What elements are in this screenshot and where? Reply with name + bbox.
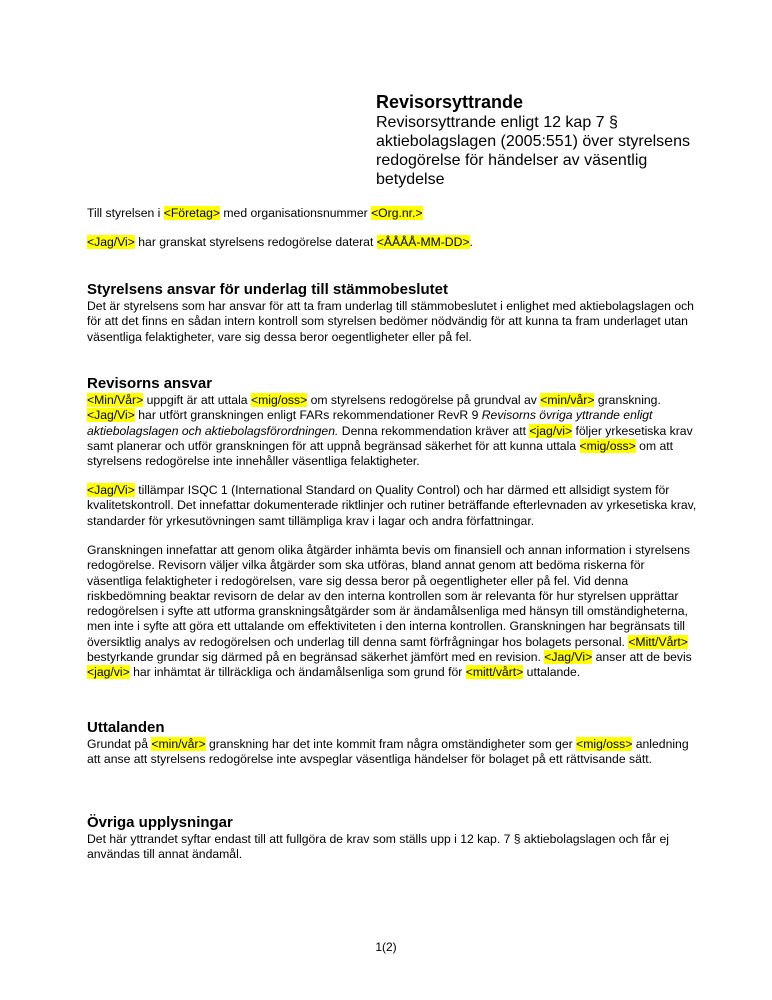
text: Granskningen innefattar att genom olika åtgärder inhämta bevis om finansiell och annan information i styrelsens redogörelse. Revisorn väljer vilka åtgärder som ska utföras, bland annat genom att bedöma riskerna för väsentliga felaktigheter i redogörelsen, vare sig dessa beror på oegentligheter eller på fel. Vid denna riskbedömning beaktar revisorn de delar av den interna kontrollen som är relevanta för hur styrelsen upprättar redogörelsen i syfte att utforma granskningsåtgärder som är ändamålsenliga med hänsyn till omständigheterna, men inte i syfte att göra ett uttalande om effektiviteten i den interna kontrollen. Granskningen har begränsats till översiktlig analys av redogörelsen och underlag till denna samt förfrågningar hos bolagets personal. — [87, 543, 690, 649]
section-auditor — [87, 375, 697, 469]
placeholder: <mitt/vårt> — [465, 665, 524, 680]
placeholder: <jag/vi> — [87, 665, 130, 680]
auditor-paragraph-2 — [87, 483, 697, 529]
subject-placeholder: <Jag/Vi> — [87, 235, 135, 249]
text: bestyrkande grundar sig därmed på en begränsad säkerhet jämfört med en revision. — [87, 650, 545, 665]
placeholder: <min/vår> — [151, 737, 206, 751]
section-heading: Uttalanden — [87, 719, 165, 736]
title-block — [376, 91, 696, 189]
placeholder: <mig/oss> — [576, 737, 633, 751]
document-title: Revisorsyttrande — [376, 92, 524, 112]
placeholder: <Min/Vår> — [87, 393, 144, 407]
text: . — [469, 235, 473, 249]
placeholder: <mig/oss> — [250, 393, 308, 407]
placeholder: <Jag/Vi> — [87, 408, 135, 423]
placeholder: <mig/oss> — [579, 438, 636, 453]
section-heading: Övriga upplysningar — [87, 814, 233, 831]
text: anser att de bevis — [592, 650, 692, 665]
section-statements — [87, 719, 697, 768]
orgnr-placeholder: <Org.nr.> — [371, 206, 423, 220]
section-text: Det är styrelsens som har ansvar för att ta fram underlag till stämmobeslutet i enlighet med aktiebolagslagen och för att det finns en sådan intern kontroll som styrelsen bedömer nödvändig för att kunna ta fram underlaget utan väsentliga felaktigheter, vare sig dessa beror oegentligheter eller på fel. — [87, 299, 694, 344]
company-placeholder: <Företag> — [163, 206, 220, 220]
text: med organisationsnummer — [220, 206, 372, 220]
text: anledning att anse att styrelsens redogörelse inte avspeglar väsentliga händelser för bolaget på ett rättvisande sätt. — [87, 737, 689, 767]
page-number: 1(2) — [375, 940, 397, 954]
auditor-paragraph-1 — [87, 393, 697, 469]
text: har granskat styrelsens redogörelse daterat — [134, 235, 377, 249]
section-board — [87, 281, 697, 345]
text: tillämpar ISQC 1 (International Standard on Quality Control) och har därmed ett allsidigt system för kvalitetskontroll. Det innefattar dokumenterade riktlinjer och rutiner beträffande efterlevnaden av yrkesetiska krav, standarder för yrkesutövningen samt tillämpliga krav i lagar och andra författningar. — [87, 483, 697, 528]
section-text: Det här yttrandet syftar endast till att fullgöra de krav som ställs upp i 12 kap. 7 § aktiebolagslagen och får ej användas till annat ändamål. — [87, 832, 669, 862]
text: om att styrelsens redogörelse inte innehåller väsentliga felaktigheter. — [87, 438, 674, 469]
text: granskning har det inte kommit fram några omständigheter som ger — [205, 737, 577, 751]
text: granskning. — [594, 393, 661, 407]
text: Grundat på — [87, 737, 152, 751]
section-other — [87, 814, 697, 863]
document-subtitle: Revisorsyttrande enligt 12 kap 7 § aktiebolagslagen (2005:551) över styrelsens redogörelse för händelser av väsentlig betydelse — [376, 114, 690, 188]
placeholder: <Mitt/Vårt> — [628, 634, 688, 649]
section-heading: Revisorns ansvar — [87, 375, 213, 392]
placeholder: <min/vår> — [540, 393, 595, 407]
placeholder: <jag/vi> — [529, 423, 573, 438]
text: följer yrkesetiska krav samt planerar och utför granskningen för att uppnå begränsad säkerhet för att kunna uttala — [87, 423, 693, 453]
text: har utfört granskningen enligt FARs rekommendationer RevR 9 — [134, 408, 482, 423]
text: Denna rekommendation kräver att — [338, 423, 530, 438]
section-heading: Styrelsens ansvar för underlag till stämmobeslutet — [87, 281, 448, 298]
placeholder: <Jag/Vi> — [544, 650, 593, 665]
reviewed-line — [87, 235, 697, 250]
text: uppgift är att uttala — [143, 393, 251, 407]
text: Till styrelsen i — [87, 206, 164, 220]
text: uttalande. — [523, 665, 581, 680]
addressee-line — [87, 206, 697, 221]
text: om styrelsens redogörelse på grundval av — [307, 393, 541, 407]
date-placeholder: <ÅÅÅÅ-MM-DD> — [376, 235, 470, 249]
recommendation-title: Revisorns övriga yttrande enligt aktiebolagslagen och aktiebolagsförordningen. — [87, 408, 653, 438]
section-text — [87, 737, 697, 768]
text: har inhämtat är tillräckliga och ändamålsenliga som grund för — [129, 665, 466, 680]
auditor-paragraph-3 — [87, 543, 697, 681]
placeholder: <Jag/Vi> — [87, 483, 135, 497]
